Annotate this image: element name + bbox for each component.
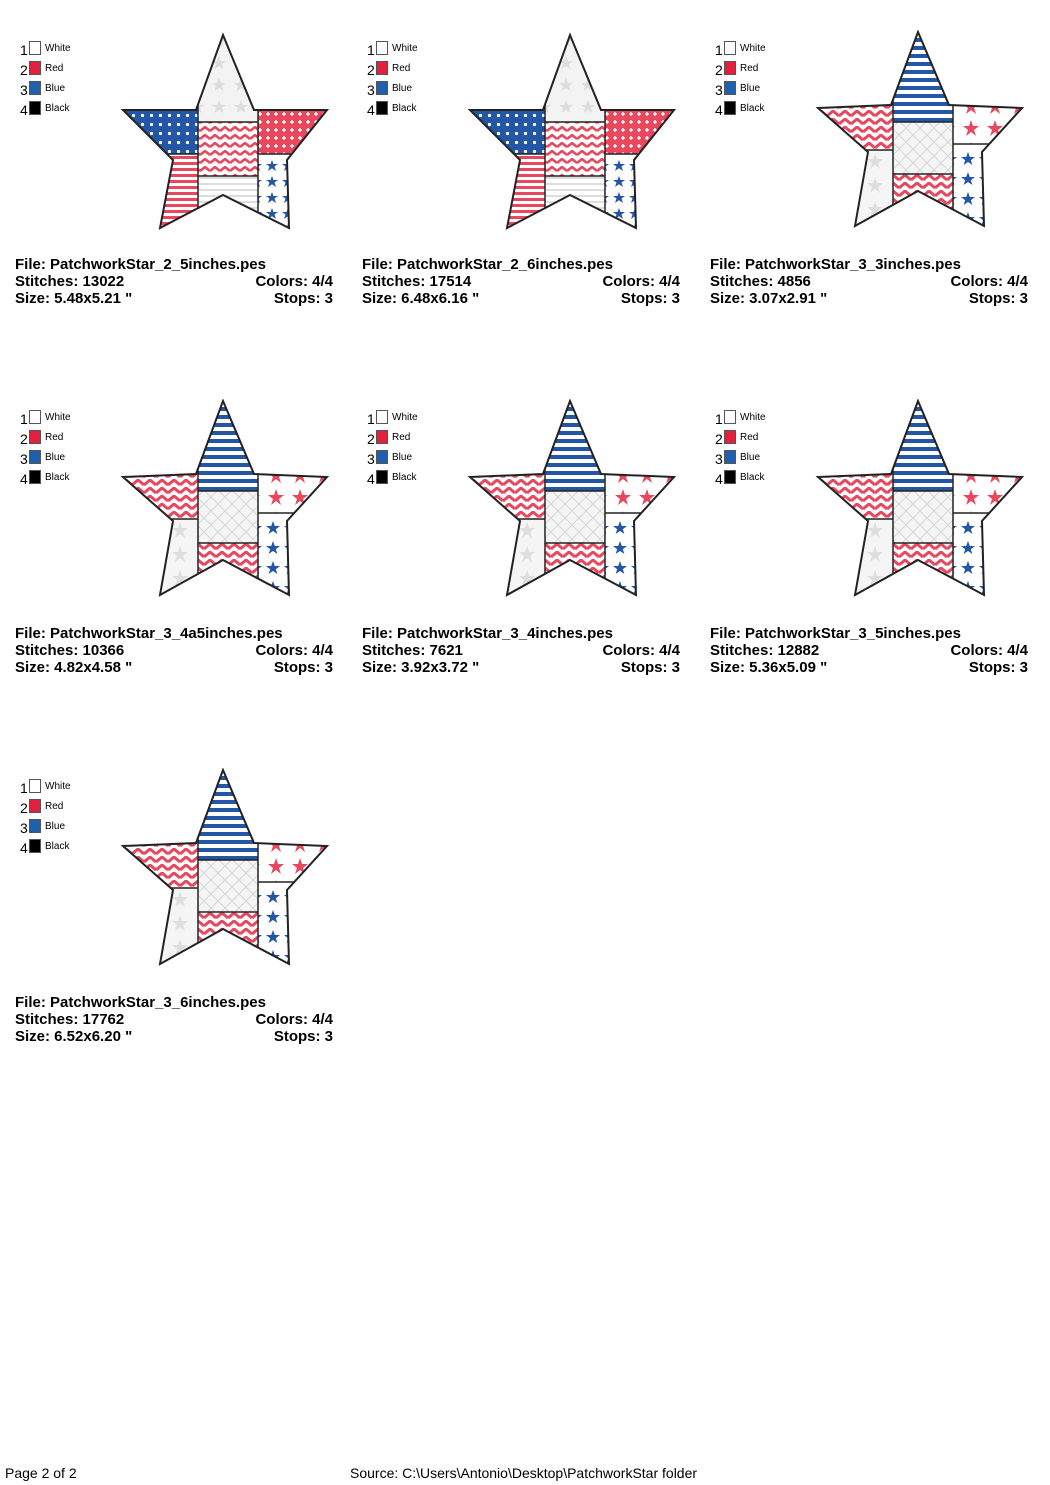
design-info <box>710 256 1028 307</box>
legend-swatch <box>29 41 41 55</box>
legend-label: Blue <box>392 83 413 94</box>
stitch-count: Stitches: 12882 <box>710 642 820 659</box>
legend-swatch <box>724 41 736 55</box>
design-size: Size: 6.48x6.16 " <box>362 290 480 307</box>
legend-label: Blue <box>45 452 66 463</box>
legend-label: Red <box>45 63 64 74</box>
legend-swatch <box>29 450 41 464</box>
legend-label: White <box>392 412 418 423</box>
color-count: Colors: 4/4 <box>602 642 680 659</box>
legend-label: Red <box>740 63 759 74</box>
color-count: Colors: 4/4 <box>255 642 333 659</box>
legend-swatch <box>724 430 736 444</box>
stop-count: Stops: 3 <box>273 1028 333 1045</box>
legend-label: Black <box>45 103 70 114</box>
legend-label: Blue <box>740 452 761 463</box>
legend-swatch <box>724 470 736 484</box>
legend-number: 1 <box>367 411 375 427</box>
legend-number: 4 <box>715 102 723 118</box>
patchwork-star-image <box>120 30 330 230</box>
legend-swatch <box>29 430 41 444</box>
legend-number: 1 <box>715 411 723 427</box>
design-card <box>710 10 1040 340</box>
legend-number: 2 <box>20 62 28 78</box>
stitch-count: Stitches: 17514 <box>362 273 472 290</box>
file-name: File: PatchworkStar_3_4a5inches.pes <box>15 625 283 642</box>
design-size: Size: 5.36x5.09 " <box>710 659 828 676</box>
legend-number: 1 <box>367 42 375 58</box>
legend-label: Blue <box>45 821 66 832</box>
legend-number: 4 <box>715 471 723 487</box>
legend-number: 3 <box>715 82 723 98</box>
legend-number: 4 <box>367 102 375 118</box>
legend-number: 1 <box>20 411 28 427</box>
design-card <box>362 10 692 340</box>
legend-swatch <box>29 819 41 833</box>
legend-label: White <box>740 412 766 423</box>
stitch-count: Stitches: 10366 <box>15 642 125 659</box>
color-count: Colors: 4/4 <box>255 273 333 290</box>
legend-swatch <box>29 839 41 853</box>
legend-number: 1 <box>20 780 28 796</box>
legend-swatch <box>376 41 388 55</box>
legend-swatch <box>724 410 736 424</box>
color-count: Colors: 4/4 <box>602 273 680 290</box>
legend-number: 3 <box>367 451 375 467</box>
stop-count: Stops: 3 <box>620 659 680 676</box>
stop-count: Stops: 3 <box>620 290 680 307</box>
design-card <box>15 10 345 340</box>
color-count: Colors: 4/4 <box>255 1011 333 1028</box>
legend-label: Black <box>740 103 765 114</box>
stop-count: Stops: 3 <box>273 659 333 676</box>
legend-number: 2 <box>715 431 723 447</box>
source-path: Source: C:\Users\Antonio\Desktop\PatchworkStar folder <box>350 1465 698 1481</box>
file-name: File: PatchworkStar_3_6inches.pes <box>15 994 266 1011</box>
stitch-count: Stitches: 17762 <box>15 1011 125 1028</box>
legend-label: Black <box>45 472 70 483</box>
legend-swatch <box>376 61 388 75</box>
legend-number: 1 <box>715 42 723 58</box>
legend-swatch <box>724 81 736 95</box>
legend-swatch <box>29 470 41 484</box>
legend-label: Blue <box>45 83 66 94</box>
design-size: Size: 6.52x6.20 " <box>15 1028 133 1045</box>
design-info <box>15 994 333 1045</box>
patchwork-star-image <box>120 768 330 968</box>
legend-swatch <box>29 81 41 95</box>
legend-swatch <box>376 410 388 424</box>
legend-number: 3 <box>367 82 375 98</box>
legend-number: 3 <box>715 451 723 467</box>
legend-label: Blue <box>392 452 413 463</box>
legend-swatch <box>29 779 41 793</box>
design-size: Size: 3.92x3.72 " <box>362 659 480 676</box>
design-info <box>362 625 680 676</box>
patchwork-star-image <box>815 399 1025 599</box>
legend-number: 2 <box>367 431 375 447</box>
legend-number: 2 <box>715 62 723 78</box>
file-name: File: PatchworkStar_3_5inches.pes <box>710 625 961 642</box>
legend-label: Red <box>392 432 411 443</box>
file-name: File: PatchworkStar_2_6inches.pes <box>362 256 613 273</box>
patchwork-star-image <box>120 399 330 599</box>
color-count: Colors: 4/4 <box>950 273 1028 290</box>
legend-number: 1 <box>20 42 28 58</box>
design-size: Size: 5.48x5.21 " <box>15 290 133 307</box>
file-name: File: PatchworkStar_2_5inches.pes <box>15 256 266 273</box>
legend-swatch <box>376 81 388 95</box>
legend-number: 3 <box>20 451 28 467</box>
legend-label: Black <box>392 472 417 483</box>
stop-count: Stops: 3 <box>273 290 333 307</box>
design-info <box>15 625 333 676</box>
legend-swatch <box>376 470 388 484</box>
legend-label: Black <box>45 841 70 852</box>
color-count: Colors: 4/4 <box>950 642 1028 659</box>
design-card <box>362 379 692 709</box>
legend-swatch <box>724 61 736 75</box>
legend-number: 2 <box>367 62 375 78</box>
patchwork-star-image <box>815 30 1025 230</box>
patchwork-star-image <box>467 399 677 599</box>
legend-swatch <box>376 450 388 464</box>
legend-number: 3 <box>20 820 28 836</box>
stop-count: Stops: 3 <box>968 659 1028 676</box>
legend-number: 4 <box>20 471 28 487</box>
design-card <box>15 379 345 709</box>
file-name: File: PatchworkStar_3_4inches.pes <box>362 625 613 642</box>
page-number: Page 2 of 2 <box>5 1465 77 1481</box>
stitch-count: Stitches: 13022 <box>15 273 125 290</box>
legend-swatch <box>29 410 41 424</box>
design-info <box>710 625 1028 676</box>
stop-count: Stops: 3 <box>968 290 1028 307</box>
legend-label: Black <box>740 472 765 483</box>
legend-swatch <box>376 101 388 115</box>
legend-swatch <box>724 101 736 115</box>
design-size: Size: 4.82x4.58 " <box>15 659 133 676</box>
legend-label: Black <box>392 103 417 114</box>
design-info <box>15 256 333 307</box>
legend-label: White <box>45 781 71 792</box>
legend-number: 4 <box>367 471 375 487</box>
legend-label: Red <box>392 63 411 74</box>
legend-label: Red <box>45 432 64 443</box>
legend-label: Red <box>45 801 64 812</box>
legend-label: Red <box>740 432 759 443</box>
legend-label: White <box>740 43 766 54</box>
legend-swatch <box>29 799 41 813</box>
design-size: Size: 3.07x2.91 " <box>710 290 828 307</box>
design-card <box>15 748 345 1078</box>
legend-label: White <box>392 43 418 54</box>
legend-swatch <box>376 430 388 444</box>
legend-number: 4 <box>20 102 28 118</box>
legend-number: 3 <box>20 82 28 98</box>
file-name: File: PatchworkStar_3_3inches.pes <box>710 256 961 273</box>
legend-swatch <box>29 61 41 75</box>
patchwork-star-image <box>467 30 677 230</box>
legend-number: 4 <box>20 840 28 856</box>
design-info <box>362 256 680 307</box>
legend-swatch <box>724 450 736 464</box>
legend-label: White <box>45 412 71 423</box>
legend-label: White <box>45 43 71 54</box>
legend-number: 2 <box>20 431 28 447</box>
legend-swatch <box>29 101 41 115</box>
legend-label: Blue <box>740 83 761 94</box>
stitch-count: Stitches: 7621 <box>362 642 463 659</box>
design-card <box>710 379 1040 709</box>
legend-number: 2 <box>20 800 28 816</box>
stitch-count: Stitches: 4856 <box>710 273 811 290</box>
